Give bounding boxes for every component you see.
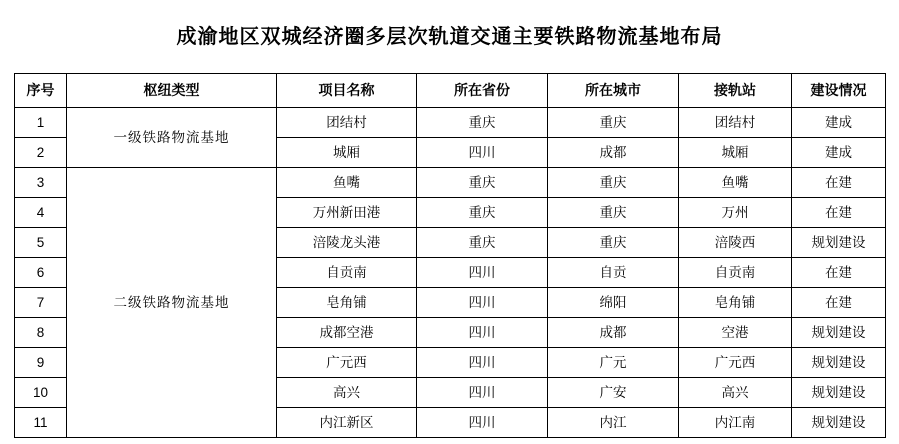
cell-status: 规划建设	[792, 378, 886, 408]
cell-city: 广元	[548, 348, 679, 378]
cell-city: 重庆	[548, 108, 679, 138]
cell-project-name: 高兴	[277, 378, 417, 408]
cell-status: 规划建设	[792, 228, 886, 258]
cell-status: 在建	[792, 198, 886, 228]
column-header-index: 序号	[15, 74, 67, 108]
cell-city: 成都	[548, 318, 679, 348]
cell-city: 成都	[548, 138, 679, 168]
cell-project-name: 鱼嘴	[277, 168, 417, 198]
column-header-project-name: 项目名称	[277, 74, 417, 108]
cell-index: 2	[15, 138, 67, 168]
header-row	[15, 74, 886, 108]
cell-province: 四川	[417, 258, 548, 288]
cell-province: 重庆	[417, 198, 548, 228]
cell-city: 重庆	[548, 198, 679, 228]
cell-project-name: 皂角铺	[277, 288, 417, 318]
cell-status: 在建	[792, 258, 886, 288]
cell-province: 四川	[417, 138, 548, 168]
cell-city: 重庆	[548, 228, 679, 258]
cell-project-name: 万州新田港	[277, 198, 417, 228]
cell-province: 重庆	[417, 228, 548, 258]
cell-project-name: 内江新区	[277, 408, 417, 438]
table-row	[15, 108, 886, 138]
cell-station: 万州	[679, 198, 792, 228]
cell-station: 内江南	[679, 408, 792, 438]
cell-city: 内江	[548, 408, 679, 438]
cell-station: 城厢	[679, 138, 792, 168]
cell-hub-type-level1: 一级铁路物流基地	[67, 108, 277, 168]
cell-status: 规划建设	[792, 408, 886, 438]
cell-index: 9	[15, 348, 67, 378]
cell-project-name: 自贡南	[277, 258, 417, 288]
cell-province: 四川	[417, 378, 548, 408]
column-header-construction-status: 建设情况	[792, 74, 886, 108]
cell-province: 四川	[417, 318, 548, 348]
cell-index: 5	[15, 228, 67, 258]
cell-status: 规划建设	[792, 348, 886, 378]
cell-station: 团结村	[679, 108, 792, 138]
cell-city: 绵阳	[548, 288, 679, 318]
cell-station: 广元西	[679, 348, 792, 378]
cell-province: 四川	[417, 288, 548, 318]
table-container	[0, 55, 899, 438]
column-header-hub-type: 枢纽类型	[67, 74, 277, 108]
cell-station: 高兴	[679, 378, 792, 408]
cell-station: 自贡南	[679, 258, 792, 288]
page-title: 成渝地区双城经济圈多层次轨道交通主要铁路物流基地布局	[176, 26, 723, 48]
cell-index: 4	[15, 198, 67, 228]
cell-station: 空港	[679, 318, 792, 348]
cell-index: 11	[15, 408, 67, 438]
cell-province: 四川	[417, 408, 548, 438]
cell-city: 自贡	[548, 258, 679, 288]
cell-province: 重庆	[417, 108, 548, 138]
cell-city: 广安	[548, 378, 679, 408]
cell-province: 重庆	[417, 168, 548, 198]
cell-city: 重庆	[548, 168, 679, 198]
cell-project-name: 成都空港	[277, 318, 417, 348]
cell-index: 1	[15, 108, 67, 138]
cell-hub-type-level2: 二级铁路物流基地	[67, 168, 277, 438]
cell-status: 在建	[792, 288, 886, 318]
table-body	[15, 108, 886, 438]
cell-status: 在建	[792, 168, 886, 198]
cell-project-name: 广元西	[277, 348, 417, 378]
column-header-province: 所在省份	[417, 74, 548, 108]
cell-index: 7	[15, 288, 67, 318]
cell-project-name: 团结村	[277, 108, 417, 138]
cell-index: 8	[15, 318, 67, 348]
cell-province: 四川	[417, 348, 548, 378]
railway-logistics-table	[14, 73, 886, 438]
cell-status: 建成	[792, 108, 886, 138]
cell-station: 皂角铺	[679, 288, 792, 318]
cell-status: 建成	[792, 138, 886, 168]
cell-status: 规划建设	[792, 318, 886, 348]
table-header	[15, 74, 886, 108]
cell-index: 10	[15, 378, 67, 408]
cell-index: 6	[15, 258, 67, 288]
cell-station: 鱼嘴	[679, 168, 792, 198]
cell-project-name: 涪陵龙头港	[277, 228, 417, 258]
column-header-connecting-station: 接轨站	[679, 74, 792, 108]
cell-station: 涪陵西	[679, 228, 792, 258]
cell-index: 3	[15, 168, 67, 198]
column-header-city: 所在城市	[548, 74, 679, 108]
table-row	[15, 168, 886, 198]
cell-project-name: 城厢	[277, 138, 417, 168]
